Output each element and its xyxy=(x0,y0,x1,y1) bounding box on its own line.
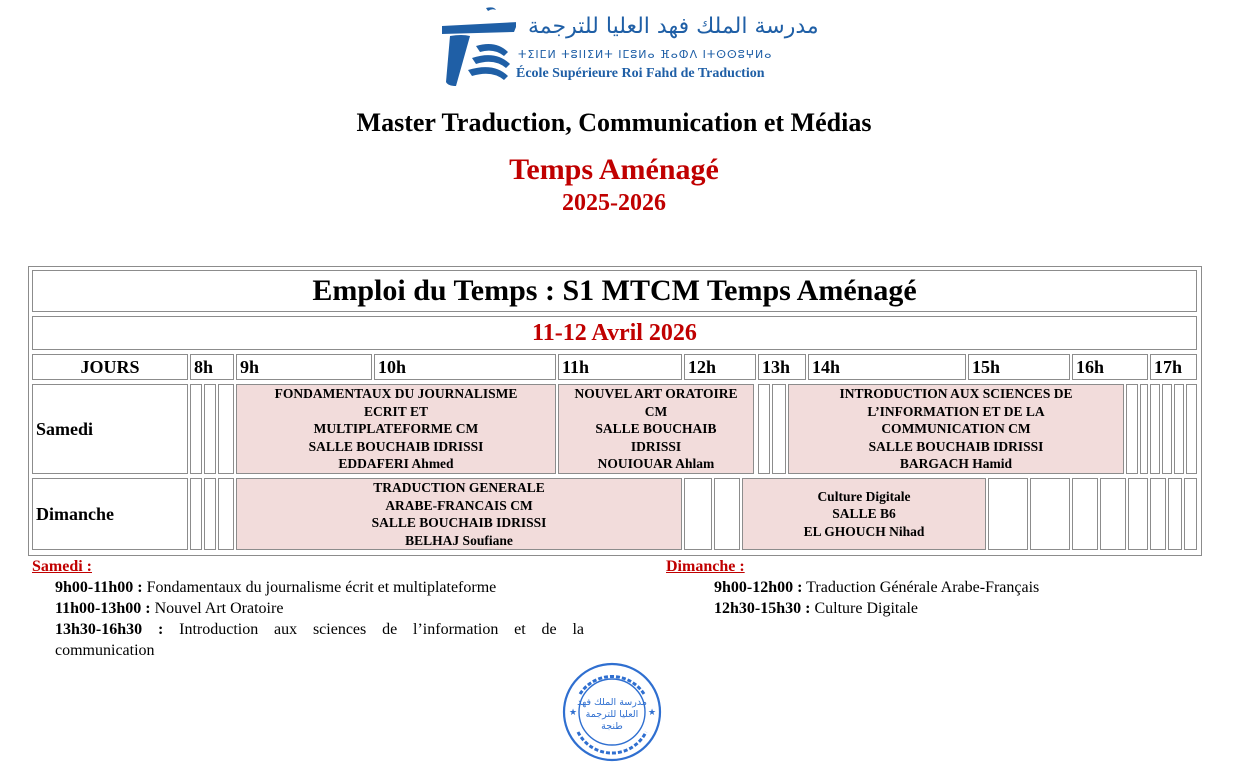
course-line: BELHAJ Soufiane xyxy=(405,532,513,548)
course-line: NOUIOUAR Ahlam xyxy=(597,456,715,472)
empty-slot xyxy=(988,478,1028,550)
legend-time: 13h30-16h30 : xyxy=(55,621,164,638)
school-logo xyxy=(436,6,819,88)
course-line: MULTIPLATEFORME CM xyxy=(313,421,479,437)
empty-slot xyxy=(684,478,712,550)
program-title: Master Traduction, Communication et Médias xyxy=(356,108,872,137)
course-line: Culture Digitale xyxy=(817,488,911,504)
empty-slot xyxy=(1184,478,1197,550)
day-label-dimanche: Dimanche xyxy=(32,478,188,550)
schedule-mode-title: Temps Aménagé xyxy=(509,153,719,186)
empty-slot xyxy=(190,478,202,550)
course-block-culture-digitale xyxy=(742,478,986,550)
empty-slot xyxy=(1030,478,1070,550)
empty-slot xyxy=(204,478,216,550)
day-label-samedi: Samedi xyxy=(32,384,188,474)
legend-course: Nouvel Art Oratoire xyxy=(154,600,284,617)
official-stamp xyxy=(560,660,664,764)
legend-course: Culture Digitale xyxy=(814,600,918,617)
legend-heading-dimanche: Dimanche : xyxy=(666,558,745,575)
legend-course: Introduction aux sciences de l’information et de la communication xyxy=(55,621,585,659)
empty-slot xyxy=(772,384,786,474)
course-block-sic xyxy=(788,384,1124,474)
course-line: SALLE BOUCHAIB IDRISSI xyxy=(308,438,484,454)
course-line: CM xyxy=(644,403,668,419)
legend-samedi xyxy=(32,556,584,661)
empty-slot xyxy=(1168,478,1182,550)
hour-header: 17h xyxy=(1150,354,1197,380)
course-block-journalisme xyxy=(236,384,556,474)
course-block-art-oratoire xyxy=(558,384,754,474)
legend-item xyxy=(32,577,584,598)
empty-slot xyxy=(714,478,740,550)
empty-slot xyxy=(1072,478,1098,550)
legend-time: 12h30-15h30 : xyxy=(714,600,811,617)
empty-slot xyxy=(1100,478,1126,550)
hour-header: 11h xyxy=(558,354,682,380)
svg-text:العليا للترجمة: العليا للترجمة xyxy=(585,709,639,720)
legend-item xyxy=(32,598,584,619)
timetable-date: 11-12 Avril 2026 xyxy=(32,316,1197,350)
hour-header: 12h xyxy=(684,354,756,380)
legend-dimanche xyxy=(666,556,1166,619)
legend-time: 9h00-11h00 : xyxy=(55,579,143,596)
hour-header: 8h xyxy=(190,354,234,380)
hour-header: 10h xyxy=(374,354,556,380)
course-line: EDDAFERI Ahmed xyxy=(338,456,454,472)
legend-time: 11h00-13h00 : xyxy=(55,600,151,617)
empty-slot xyxy=(218,478,234,550)
svg-text:★: ★ xyxy=(569,708,578,718)
logo-tifinagh-name: ⵜⵉⵏⵎⵍ ⵜⵓⵏⵏⵉⵍⵜ ⵏⵎⵓⵍⴰ ⴼⴰⵀⴷ ⵏⵜⵙⵙⵓⵖⵍⴰ xyxy=(518,48,773,61)
course-line: EL GHOUCH Nihad xyxy=(803,523,925,539)
course-line: L’INFORMATION ET DE LA xyxy=(867,403,1045,419)
course-line: SALLE B6 xyxy=(832,506,896,522)
timetable-title: Emploi du Temps : S1 MTCM Temps Aménagé xyxy=(32,270,1197,312)
empty-slot xyxy=(1128,478,1148,550)
course-line: TRADUCTION GENERALE xyxy=(373,480,545,495)
logo-french-name: École Supérieure Roi Fahd de Traduction xyxy=(516,66,765,81)
logo-emblem-icon xyxy=(436,6,516,88)
legend-item xyxy=(666,598,1166,619)
empty-slot xyxy=(1126,384,1138,474)
hour-header: 14h xyxy=(808,354,966,380)
course-line: NOUVEL ART ORATOIRE xyxy=(574,386,738,402)
hour-header: 9h xyxy=(236,354,372,380)
empty-slot xyxy=(204,384,216,474)
empty-slot xyxy=(1162,384,1172,474)
course-line: SALLE BOUCHAIB IDRISSI xyxy=(371,515,547,530)
logo-arabic-name: مدرسة الملك فهد العليا للترجمة xyxy=(528,14,819,39)
svg-text:★: ★ xyxy=(648,708,657,718)
course-line: SALLE BOUCHAIB xyxy=(595,421,717,437)
course-line: ARABE-FRANCAIS CM xyxy=(385,497,533,513)
course-line: FONDAMENTAUX DU JOURNALISME xyxy=(274,386,518,402)
empty-slot xyxy=(1140,384,1148,474)
legend-heading-samedi: Samedi : xyxy=(32,558,92,575)
svg-text:طنجة: طنجة xyxy=(601,721,623,732)
legend-item xyxy=(666,577,1166,598)
legend-time: 9h00-12h00 : xyxy=(714,579,803,596)
empty-slot xyxy=(1186,384,1197,474)
legend-item xyxy=(32,619,584,661)
days-column-header: JOURS xyxy=(32,354,188,380)
hour-header: 13h xyxy=(758,354,806,380)
empty-slot xyxy=(758,384,770,474)
empty-slot xyxy=(1150,478,1166,550)
course-line: BARGACH Hamid xyxy=(899,456,1013,472)
course-line: COMMUNICATION CM xyxy=(881,421,1031,437)
course-block-traduction xyxy=(236,478,682,550)
course-line: IDRISSI xyxy=(630,438,682,454)
empty-slot xyxy=(218,384,234,474)
legend-course: Traduction Générale Arabe-Français xyxy=(806,579,1040,596)
hour-header: 15h xyxy=(968,354,1070,380)
course-line: INTRODUCTION AUX SCIENCES DE xyxy=(839,386,1073,402)
empty-slot xyxy=(1174,384,1184,474)
course-line: ECRIT ET xyxy=(364,403,428,419)
legend-course: Fondamentaux du journalisme écrit et multiplateforme xyxy=(146,579,497,596)
empty-slot xyxy=(1150,384,1160,474)
course-line: SALLE BOUCHAIB IDRISSI xyxy=(868,438,1044,454)
hour-header: 16h xyxy=(1072,354,1148,380)
academic-year: 2025-2026 xyxy=(562,190,666,216)
svg-text:مدرسة الملك فهد: مدرسة الملك فهد xyxy=(577,697,647,708)
empty-slot xyxy=(190,384,202,474)
